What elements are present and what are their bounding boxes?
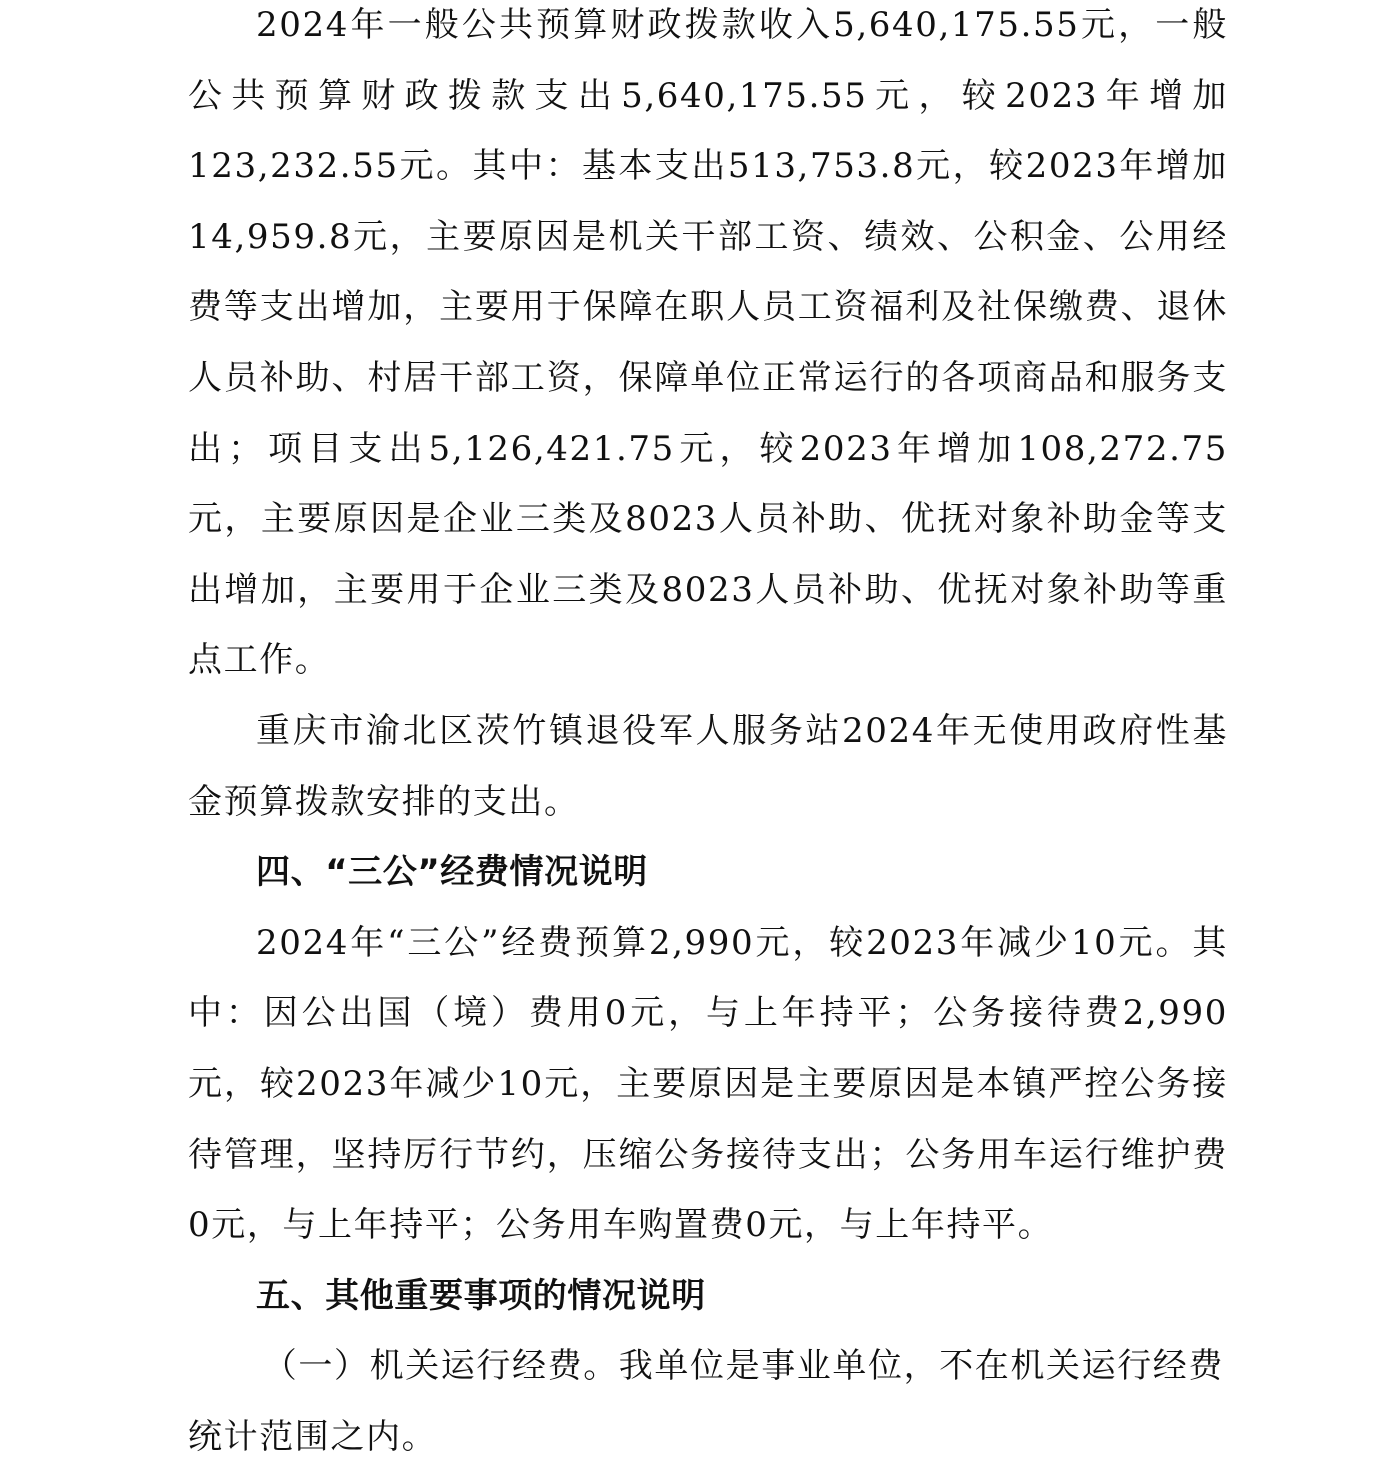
paragraph-government-fund: 重庆市渝北区茨竹镇退役军人服务站2024年无使用政府性基金预算拨款安排的支出。 <box>188 710 1228 822</box>
paragraph-three-public-expenses: 2024年“三公”经费预算2,990元，较2023年减少10元。其中：因公出国（境）费用0元，与上年持平；公务接待费2,990元，较2023年减少10元，主要原因是主要原因是本镇严控公务接待管理，坚持厉行节约，压缩公务接待支出；公务用车运行维护费0元，与上年持平；公务用车购置费0元，与上年持平。 <box>188 922 1228 1246</box>
section-heading-three-public-expenses: 四、“三公”经费情况说明 <box>256 852 648 893</box>
paragraph-operating-expenses: （一）机关运行经费。我单位是事业单位，不在机关运行经费统计范围之内。 <box>188 1346 1224 1457</box>
paragraph-general-budget: 2024年一般公共预算财政拨款收入5,640,175.55元，一般公共预算财政拨款支出5,640,175.55元，较2023年增加123,232.55元。其中：基本支出513,753.8元，较2023年增加14,959.8元，主要原因是机关干部工资、绩效、公积金、公用经费等支出增加，主要用于保障在职人员工资福利及社保缴费、退休人员补助、村居干部工资，保障单位正常运行的各项商品和服务支出；项目支出5,126,421.75元，较2023年增加108,272.75元，主要原因是企业三类及8023人员补助、优抚对象补助金等支出增加，主要用于企业三类及8023人员补助、优抚对象补助等重点工作。 <box>188 5 1228 681</box>
section-heading-other-matters: 五、其他重要事项的情况说明 <box>256 1275 706 1316</box>
document-body <box>188 0 1228 1472</box>
